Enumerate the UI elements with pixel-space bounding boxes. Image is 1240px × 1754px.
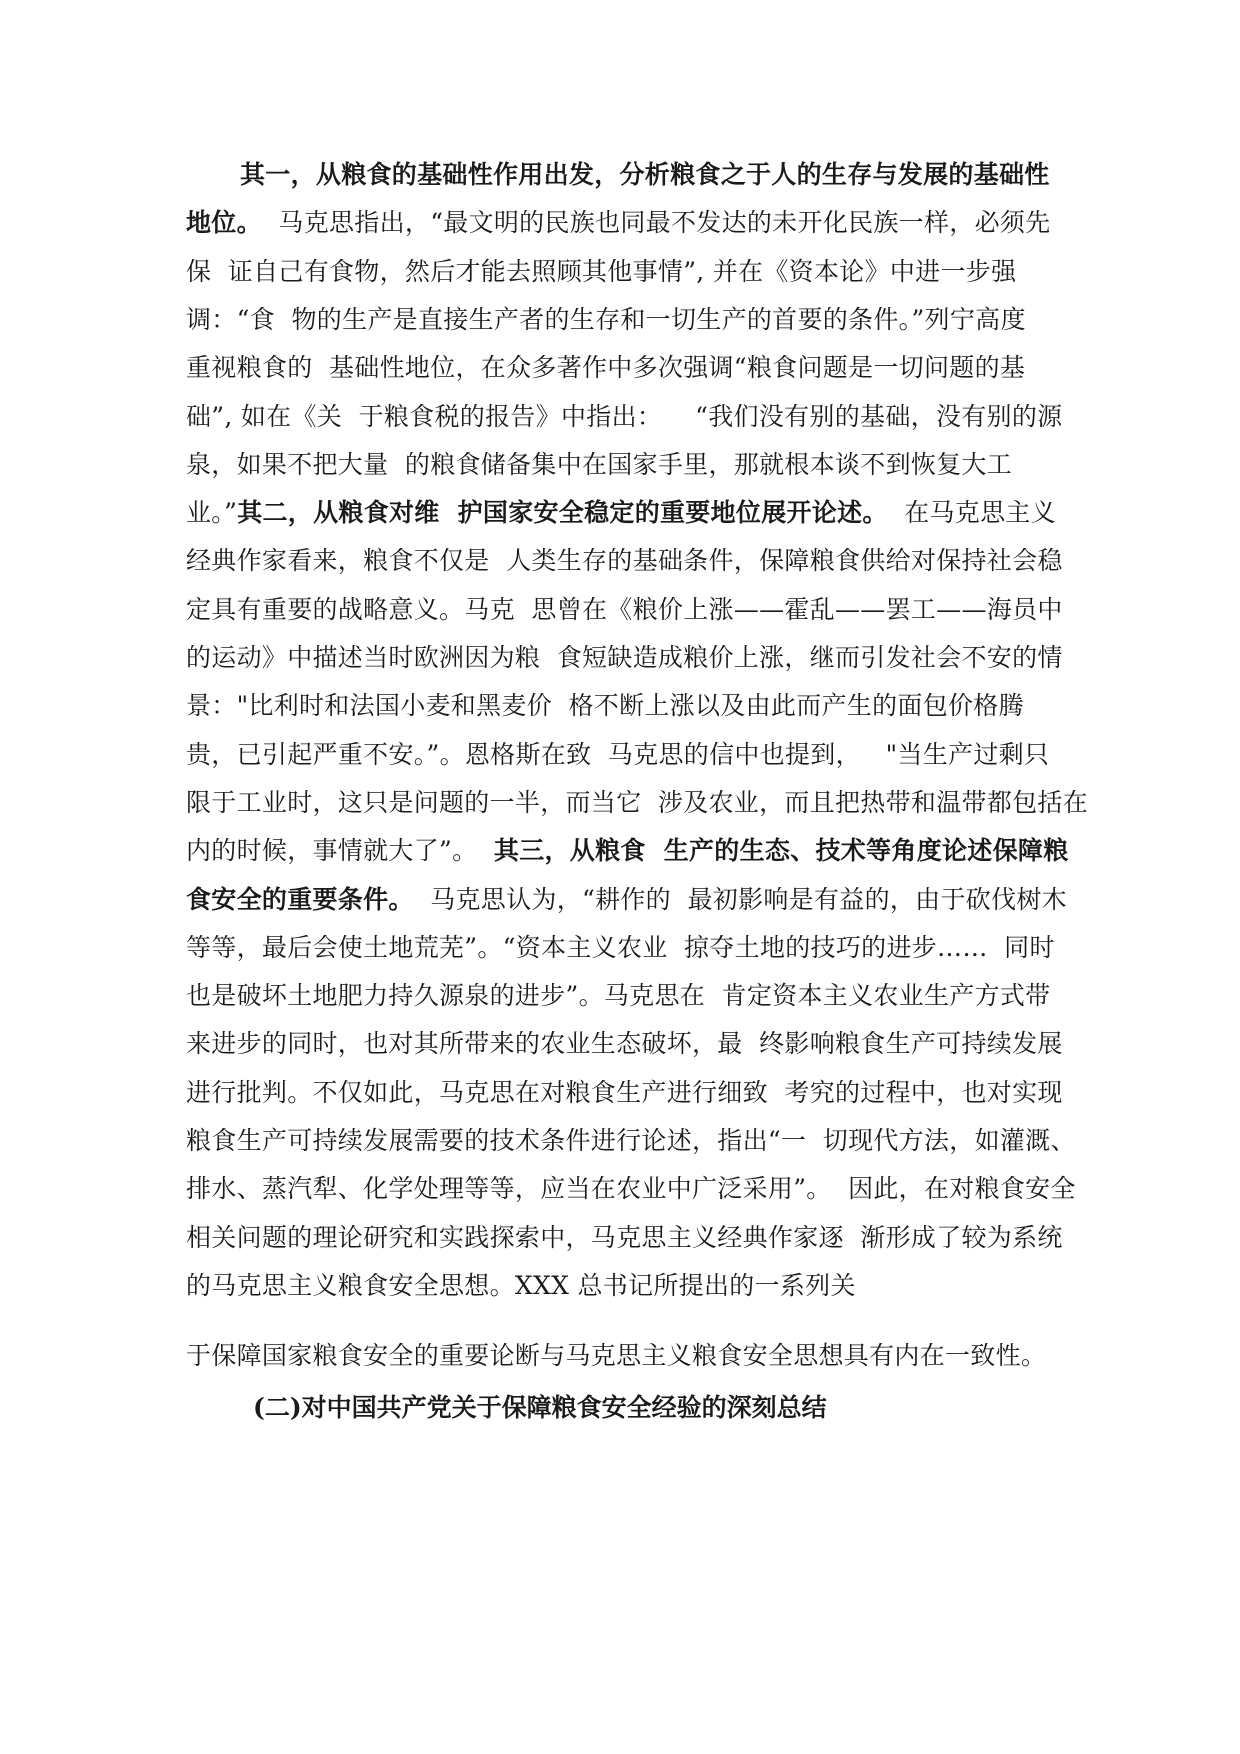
paragraph-line [186, 638, 1063, 678]
section-heading: (二)对中国共产党关于保障粮食安全经验的深刻总结 [253, 1393, 827, 1422]
text: 经典作家看来，粮食不仅是 人类生存的基础条件，保障粮食供给对保持社会稳 [186, 546, 1063, 576]
text: 等等，最后会使土地荒芜”。“资本主义农业 掠夺土地的技巧的进步…… 同时 [186, 932, 1055, 962]
text: 景："比利时和法国小麦和黑麦价 格不断上涨以及由此而产生的面包价格腾 [186, 691, 1024, 721]
paragraph-line [186, 783, 1088, 823]
bold-text: 其一，从粮食的基础性作用出发，分析粮食之于人的生存与发展的基础性 [240, 160, 1050, 189]
text: 粮食生产可持续发展需要的技术条件进行论述，指出“一 切现代方法，如灌溉、 [186, 1126, 1076, 1155]
text: 的运动》中描述当时欧洲因为粮 食短缺造成粮价上涨，继而引发社会不安的情 [186, 643, 1063, 672]
text: 限于工业时，这只是问题的一半，而当它 涉及农业，而且把热带和温带都包括在 [186, 787, 1088, 817]
paragraph-line [186, 1024, 1063, 1064]
text: 保 证自己有食物，然后才能去照顾其他事情”, 并在《资本论》中进一步强 [186, 256, 1017, 286]
paragraph-line [186, 1121, 1076, 1161]
bold-text: 其三，从粮食 生产的生态、技术等角度论述保障粮 [493, 836, 1069, 866]
text: 重视粮食的 基础性地位，在众多著作中多次强调“粮食问题是一切问题的基 [186, 353, 1026, 383]
paragraph-line [186, 928, 1055, 968]
paragraph-line [186, 493, 1056, 533]
text: 业。” [186, 498, 238, 528]
text: 排水、蒸汽犁、化学处理等等，应当在农业中广泛采用”。 因此，在对粮食安全 [186, 1174, 1076, 1204]
text: 调：“食 物的生产是直接生产者的生存和一切生产的首要的条件。”列宁高度 [186, 304, 1026, 334]
paragraph-line [186, 1169, 1076, 1209]
text: 进行批判。不仅如此，马克思在对粮食生产进行细致 考究的过程中，也对实现 [186, 1077, 1063, 1107]
text: 也是破坏土地肥力持久源泉的进步”。马克思在 肯定资本主义农业生产方式带 [186, 981, 1051, 1011]
text: 马克思指出，“最文明的民族也同最不发达的未开化民族一样，必须先 [261, 208, 1051, 238]
paragraph-line [186, 1266, 856, 1306]
paragraph-line [186, 300, 1026, 340]
text: 泉，如果不把大量 的粮食储备集中在国家手里，那就根本谈不到恢复大工 [186, 449, 1013, 479]
paragraph-line [186, 686, 1024, 726]
text: 贵，已引起严重不安。”。恩格斯在致 马克思的信中也提到， "当生产过剩只 [186, 739, 1050, 769]
paragraph-line [186, 735, 1049, 775]
paragraph-line [186, 541, 1063, 581]
paragraph-line [186, 590, 1063, 630]
paragraph-line [186, 203, 1050, 243]
text: 的马克思主义粮食安全思想。XXX 总书记所提出的一系列关 [186, 1270, 856, 1300]
text: 内的时候，事情就大了”。 [186, 836, 494, 866]
paragraph-line [186, 1218, 1063, 1258]
text: 相关问题的理论研究和实践探索中，马克思主义经典作家逐 渐形成了较为系统 [186, 1222, 1063, 1252]
bold-text: 其二，从粮食对维 护国家安全稳定的重要地位展开论述。 [237, 498, 888, 528]
paragraph-line [186, 880, 1067, 920]
text: 在马克思主义 [887, 498, 1056, 528]
text: 础”, 如在《关 于粮食税的报告》中指出： “我们没有别的基础，没有别的源 [186, 401, 1063, 431]
bold-text: 食安全的重要条件。 [186, 884, 414, 914]
paragraph-line [186, 1073, 1063, 1113]
paragraph-line [186, 445, 1012, 485]
text: 定具有重要的战略意义。马克 思曾在《粮价上涨——霍乱——罢工——海员中 [186, 594, 1063, 624]
paragraph-line [186, 397, 1062, 437]
text: 来进步的同时，也对其所带来的农业生态破坏，最 终影响粮食生产可持续发展 [186, 1029, 1063, 1059]
text: 马克思认为，“耕作的 最初影响是有益的，由于砍伐树木 [413, 884, 1067, 914]
paragraph-line [186, 348, 1025, 388]
paragraph-line [186, 976, 1050, 1016]
paragraph-line [186, 252, 1016, 292]
bold-text: 地位。 [186, 208, 262, 238]
paragraph-line [240, 155, 1050, 195]
paragraph-line [186, 831, 1069, 871]
paragraph-closing-line: 于保障国家粮食安全的重要论断与马克思主义粮食安全思想具有内在一致性。 [186, 1341, 1047, 1370]
